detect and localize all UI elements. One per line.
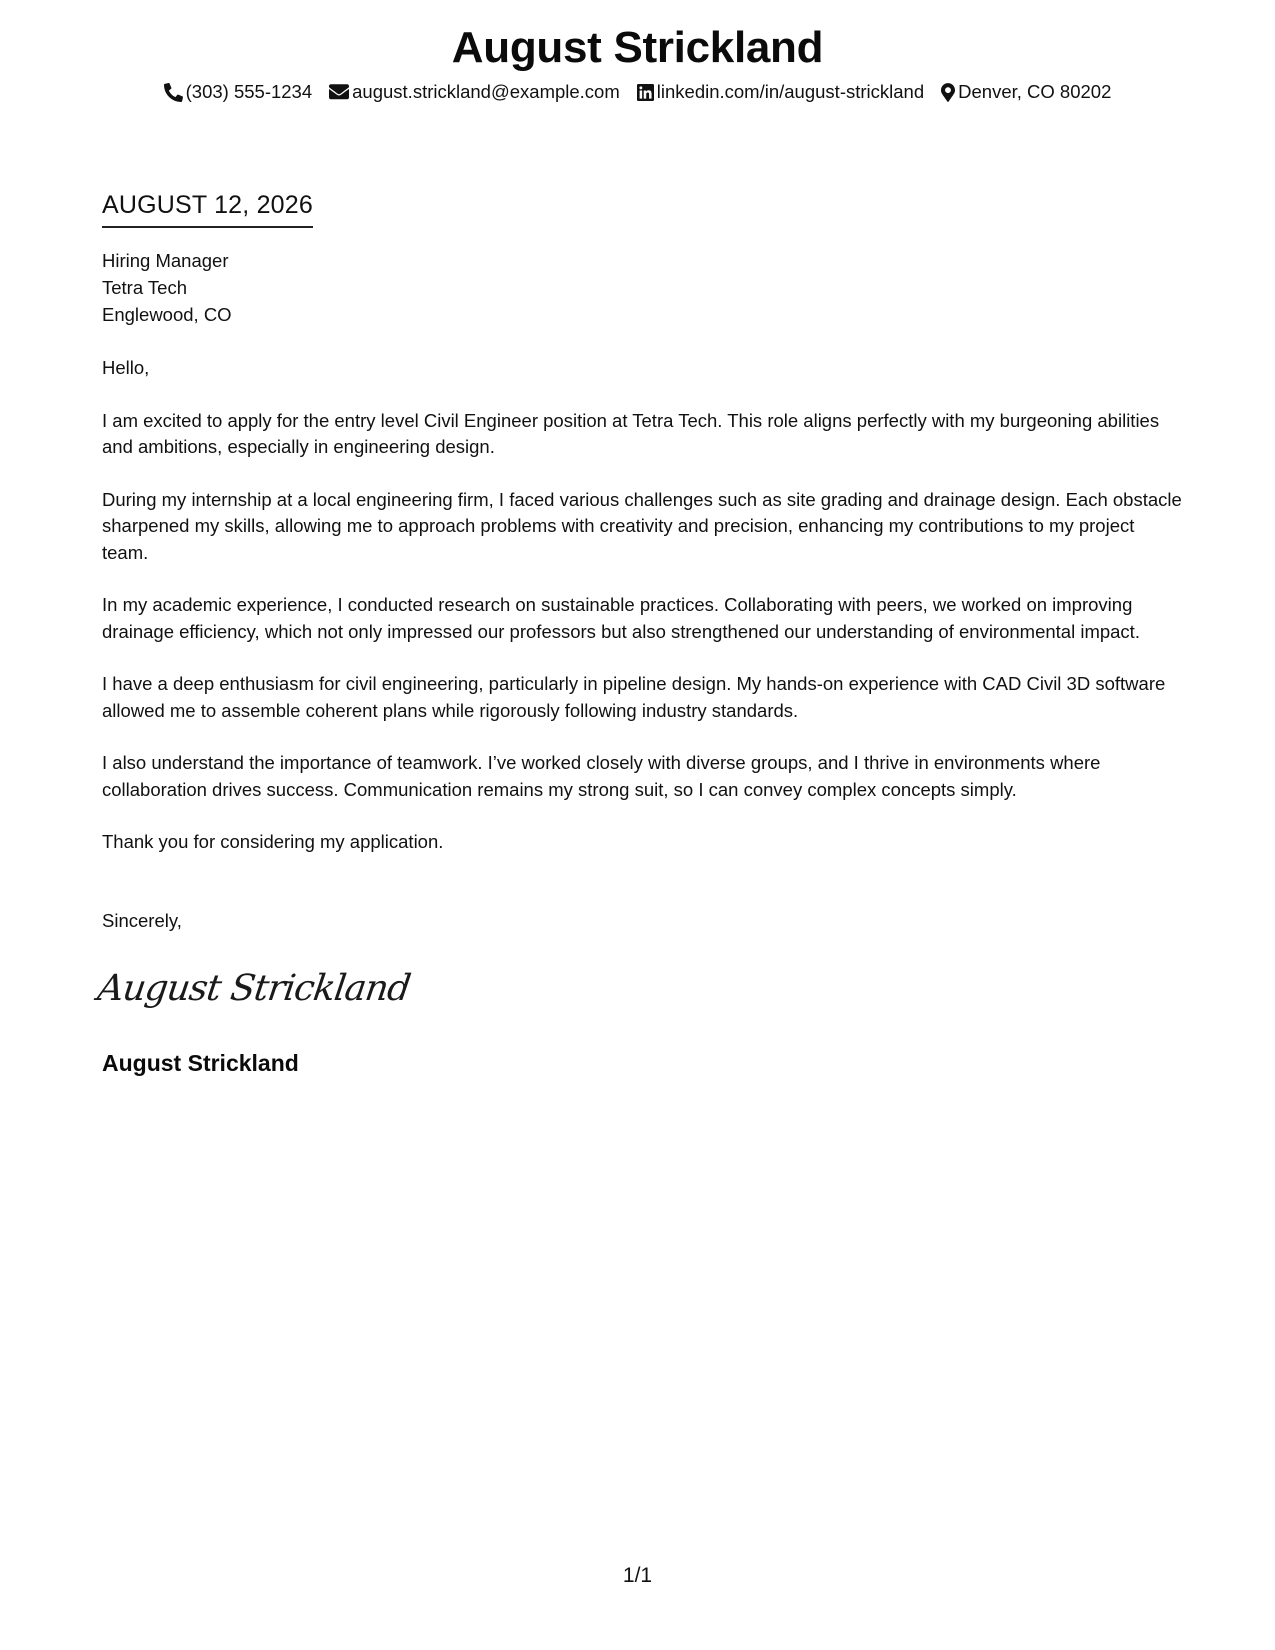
envelope-icon	[329, 84, 349, 100]
letter-body	[102, 355, 1182, 882]
contact-phone	[164, 78, 313, 106]
email-text: august.strickland@example.com	[352, 81, 620, 102]
body-paragraph: I also understand the importance of teamwork. I’ve worked closely with diverse groups, and I thrive in environments where collaboration drives success. Communication remains my strong suit, so I can convey complex concepts simply.	[102, 752, 1101, 800]
letter-date: AUGUST 12, 2026	[102, 188, 313, 228]
handwritten-signature	[95, 960, 413, 1014]
linkedin-text: linkedin.com/in/august-strickland	[656, 81, 925, 102]
recipient-title: Hiring Manager	[102, 250, 229, 271]
body-paragraph: In my academic experience, I conducted research on sustainable practices. Collaborating with peers, we worked on improving drainage efficiency, which not only impressed our professors but also strengthened our understanding of environmental impact.	[102, 594, 1140, 642]
map-pin-icon	[941, 83, 955, 102]
location-text: Denver, CO 80202	[958, 81, 1112, 102]
body-paragraph: I am excited to apply for the entry level Civil Engineer position at Tetra Tech. This role aligns perfectly with my burgeoning abilities and ambitions, especially in engineering design.	[102, 409, 1160, 457]
body-paragraph: I have a deep enthusiasm for civil engineering, particularly in pipeline design. My hands-on experience with CAD Civil 3D software allowed me to assemble coherent plans while rigorously following industry standards.	[102, 673, 1166, 721]
page-number: 1/1	[622, 1564, 653, 1587]
body-paragraph: During my internship at a local engineering firm, I faced various challenges such as site grading and drainage design. Each obstacle sharpened my skills, allowing me to approach problems with creativity and precision, enhancing my contributions to my project team.	[102, 488, 1182, 563]
recipient-block	[102, 247, 232, 328]
signature-glyphs: August Strickland	[95, 966, 413, 1009]
closing-line: Sincerely,	[102, 910, 182, 931]
contact-email	[329, 78, 620, 106]
phone-text: (303) 555-1234	[185, 81, 313, 102]
contact-linkedin	[637, 78, 924, 106]
recipient-location: Englewood, CO	[102, 304, 232, 325]
linkedin-icon	[637, 84, 654, 101]
signer-name: August Strickland	[102, 1050, 299, 1076]
applicant-name-heading: August Strickland	[451, 23, 824, 72]
phone-icon	[164, 83, 183, 102]
contact-info-row	[0, 78, 1275, 106]
salutation: Hello,	[102, 357, 150, 378]
contact-location	[941, 78, 1111, 106]
closing-thanks-paragraph: Thank you for considering my application.	[102, 831, 444, 852]
recipient-company: Tetra Tech	[102, 277, 188, 298]
